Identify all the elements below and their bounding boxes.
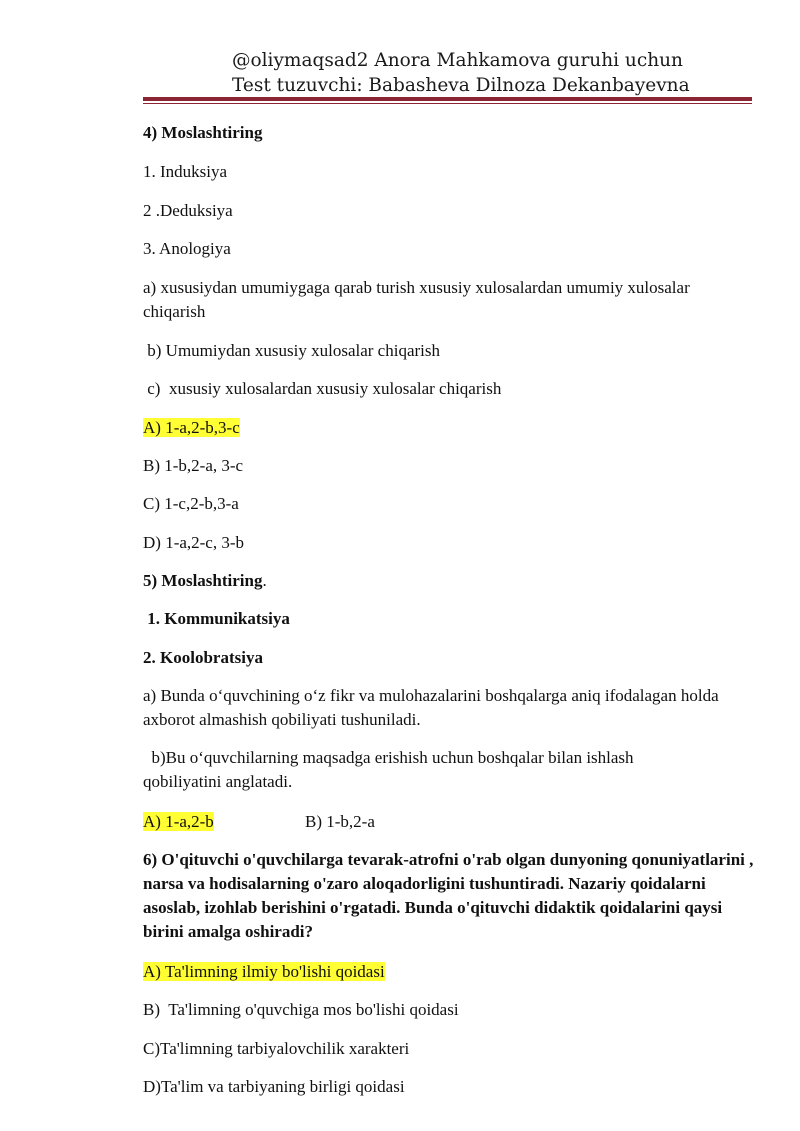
q6-answer-b: B) Ta'limning o'quvchiga mos bo'lishi qoidasi [143,1000,459,1019]
q5-def-a: a) Bunda o‘quvchining o‘z fikr va mulohazalarini boshqalarga aniq ifodalagan holda axborot almashish qobiliyati tushuniladi. [143,686,719,729]
q4-answer-a-text: A) 1-a,2-b,3-c [143,418,240,437]
header-rule-thin [143,103,752,104]
q6-answer-c: C)Ta'limning tarbiyalovchilik xarakteri [143,1039,410,1058]
q6-answer-a-text: A) Ta'limning ilmiy bo'lishi qoidasi [143,962,385,981]
q5-answer-b: B) 1-b,2-a [305,812,375,831]
q4-item-1: 1. Induksiya [143,162,228,181]
q4-title: 4) Moslashtiring [143,123,263,142]
q4-def-a: a) xususiydan umumiygaga qarab turish xususiy xulosalardan umumiy xulosalar chiqarish [143,278,690,321]
q4-item-2: 2 .Deduksiya [143,201,233,220]
page-header [232,48,690,98]
q4-item-3: 3. Anologiya [143,239,231,258]
q4-def-c: c) xususiy xulosalardan xususiy xulosalar chiqarish [143,379,502,398]
q4-answer-c: C) 1-c,2-b,3-a [143,494,239,513]
q4-answer-a [143,416,240,440]
q5-item-2: 2. Koolobratsiya [143,648,263,667]
q5-item-1: 1. Kommunikatsiya [143,609,290,628]
q6-title: 6) O'qituvchi o'quvchilarga tevarak-atrofni o'rab olgan dunyoning qonuniyatlarini , narsa va hodisalarning o'zaro aloqadorligini tushuntiradi. Nazariy qoidalarni asoslab, izohlab berishini o'rgatadi. Bunda o'qituvchi didaktik qoidalarini qaysi birini amalga oshiradi? [143,850,754,941]
header-line-2: Test tuzuvchi: Babasheva Dilnoza Dekanbayevna [232,75,690,96]
q6-answer-d: D)Ta'lim va tarbiyaning birligi qoidasi [143,1077,405,1096]
q5-title-dot: . [262,571,267,590]
header-rule-thick [143,97,752,101]
q5-answer-a-text: A) 1-a,2-b [143,812,214,831]
q6-answer-a [143,960,385,984]
q5-answer-a [143,810,214,834]
q5-def-b: b)Bu o‘quvchilarning maqsadga erishish uchun boshqalar bilan ishlash qobiliyatini anglatadi. [143,748,638,791]
q5-title: 5) Moslashtiring [143,571,263,590]
header-line-1: @oliymaqsad2 Anora Mahkamova guruhi uchun [232,50,683,71]
q4-answer-d: D) 1-a,2-c, 3-b [143,533,245,552]
q4-def-b: b) Umumiydan xususiy xulosalar chiqarish [143,341,440,360]
q5-title-line [143,569,267,593]
q4-answer-b: B) 1-b,2-a, 3-c [143,456,244,475]
